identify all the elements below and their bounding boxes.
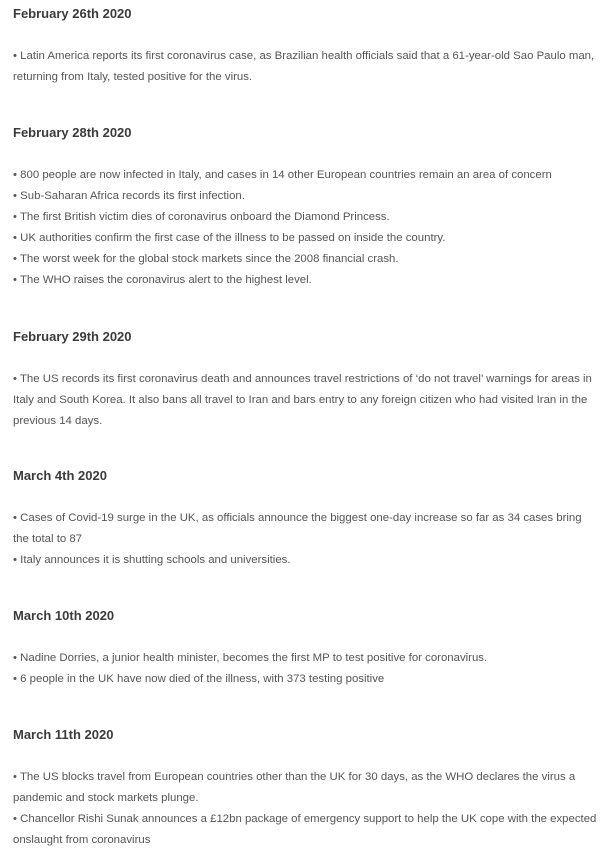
timeline-section-mar-4 [13,467,598,571]
section-date: March 4th 2020 [13,468,107,483]
list-item: • Italy announces it is shutting schools and universities. [13,554,291,566]
timeline-section-mar-10 [13,607,598,690]
section-date: February 26th 2020 [13,6,132,21]
list-item: • 800 people are now infected in Italy, and cases in 14 other European countries remain an area of concern [13,169,552,181]
list-item: • Nadine Dorries, a junior health minister, becomes the first MP to test positive for coronavirus. [13,652,488,664]
list-item: • Chancellor Rishi Sunak announces a £12bn package of emergency support to help the UK cope with the expected onslaught from coronavirus [13,813,597,846]
timeline-section-feb-29 [13,328,598,432]
section-date: February 28th 2020 [13,125,132,140]
list-item: • Sub-Saharan Africa records its first infection. [13,190,245,202]
section-date: March 11th 2020 [13,727,114,742]
list-item: • The first British victim dies of coronavirus onboard the Diamond Princess. [13,211,390,223]
list-item: • UK authorities confirm the first case of the illness to be passed on inside the country. [13,232,446,244]
list-item: • The WHO raises the coronavirus alert to the highest level. [13,274,312,286]
list-item: • Cases of Covid-19 surge in the UK, as officials announce the biggest one-day increase so far as 34 cases bring the total to 87 [13,512,582,545]
timeline-section-feb-28 [13,124,598,291]
timeline-section-mar-11 [13,726,598,851]
section-date: March 10th 2020 [13,608,115,623]
section-date: February 29th 2020 [13,329,132,344]
timeline-section-feb-26 [13,5,598,88]
list-item: • Latin America reports its first coronavirus case, as Brazilian health officials said that a 61-year-old Sao Paulo man, returning from Italy, tested positive for the virus. [13,50,595,83]
list-item: • 6 people in the UK have now died of the illness, with 373 testing positive [13,673,385,685]
list-item: • The US records its first coronavirus death and announces travel restrictions of ‘do not travel’ warnings for areas in Italy and South Korea. It also bans all travel to Iran and bars entry to any foreign citizen who had visited Iran in the previous 14 days. [13,373,592,427]
list-item: • The US blocks travel from European countries other than the UK for 30 days, as the WHO declares the virus a pandemic and stock markets plunge. [13,771,576,804]
list-item: • The worst week for the global stock markets since the 2008 financial crash. [13,253,399,265]
